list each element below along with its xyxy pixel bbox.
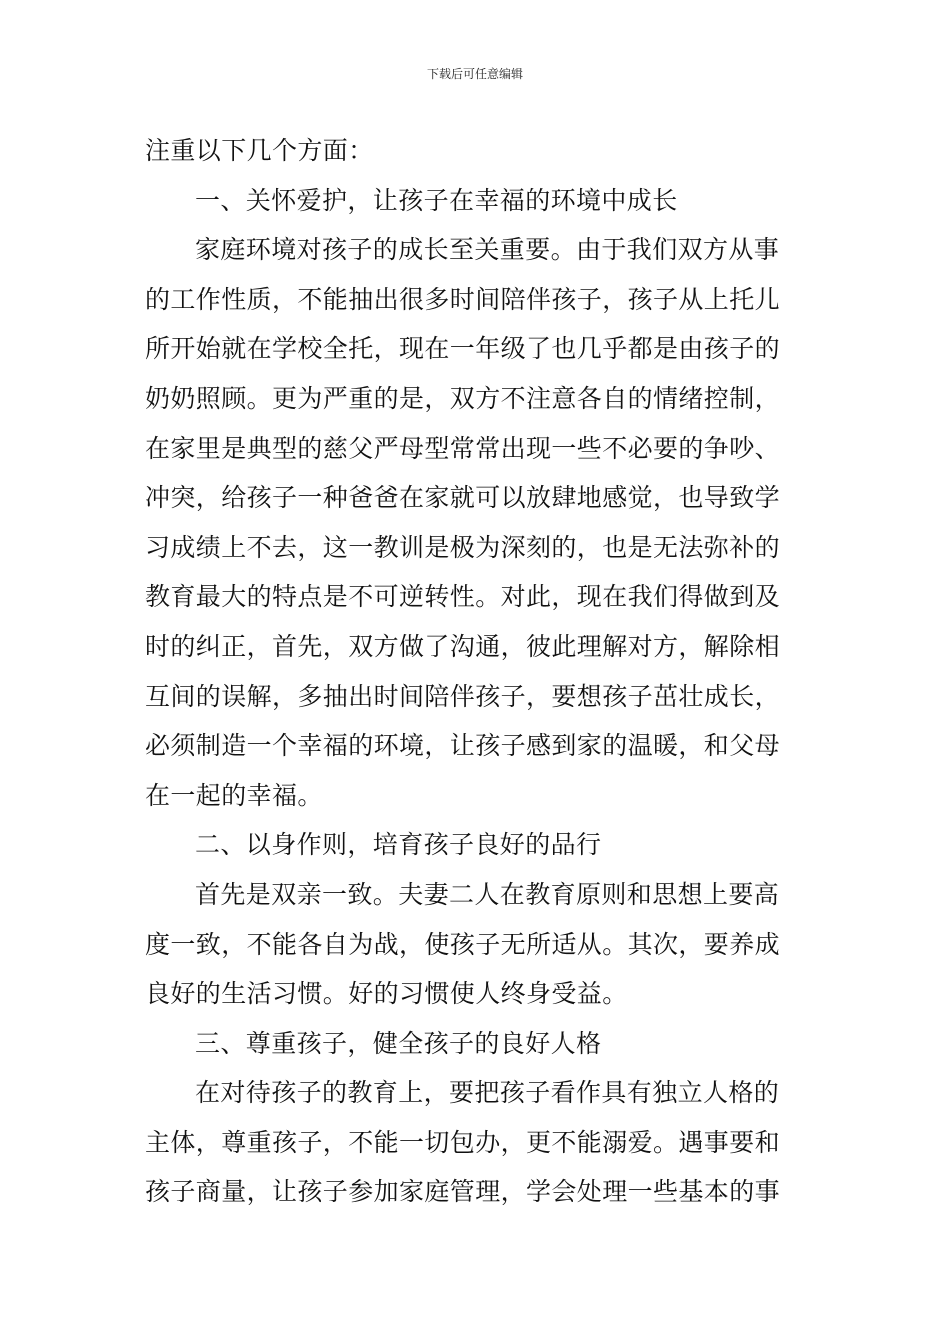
text-line: 在一起的幸福。 xyxy=(145,780,323,810)
text-line: 时的纠正，首先，双方做了沟通，彼此理解对方，解除相 xyxy=(145,631,781,661)
text-line: 注重以下几个方面： xyxy=(145,136,374,165)
document-body xyxy=(145,126,809,1217)
text-line: 习成绩上不去，这一教训是极为深刻的，也是无法弥补的 xyxy=(145,532,781,562)
paragraph-start: 在对待孩子的教育上，要把孩子看作具有独立人格的 xyxy=(195,1078,780,1108)
text-line: 度一致，不能各自为战，使孩子无所适从。其次，要养成 xyxy=(145,929,781,959)
text-line: 必须制造一个幸福的环境，让孩子感到家的温暖，和父母 xyxy=(145,731,781,761)
text-line: 冲突，给孩子一种爸爸在家就可以放肆地感觉，也导致学 xyxy=(145,483,781,513)
text-line: 互间的误解，多抽出时间陪伴孩子，要想孩子茁壮成长， xyxy=(145,681,781,711)
text-line: 孩子商量，让孩子参加家庭管理，学会处理一些基本的事 xyxy=(145,1177,781,1207)
paragraph-start: 首先是双亲一致。夫妻二人在教育原则和思想上要高 xyxy=(195,879,780,909)
paragraph-start: 家庭环境对孩子的成长至关重要。由于我们双方从事 xyxy=(195,235,780,265)
text-line: 在家里是典型的慈父严母型常常出现一些不必要的争吵、 xyxy=(145,433,781,463)
page-header: 下载后可任意编辑 xyxy=(426,67,523,81)
text-line: 良好的生活习惯。好的习惯使人终身受益。 xyxy=(145,979,628,1009)
section-heading-1: 一、关怀爱护，让孩子在幸福的环境中成长 xyxy=(195,185,678,215)
section-heading-2: 二、以身作则，培育孩子良好的品行 xyxy=(195,830,602,860)
text-line: 的工作性质，不能抽出很多时间陪伴孩子，孩子从上托儿 xyxy=(145,284,781,314)
text-line: 教育最大的特点是不可逆转性。对此，现在我们得做到及 xyxy=(145,582,781,612)
text-line: 奶奶照顾。更为严重的是，双方不注意各自的情绪控制， xyxy=(145,383,781,413)
section-heading-3: 三、尊重孩子，健全孩子的良好人格 xyxy=(195,1028,602,1058)
text-line: 所开始就在学校全托，现在一年级了也几乎都是由孩子的 xyxy=(145,334,781,364)
text-line: 主体，尊重孩子，不能一切包办，更不能溺爱。遇事要和 xyxy=(145,1127,781,1157)
